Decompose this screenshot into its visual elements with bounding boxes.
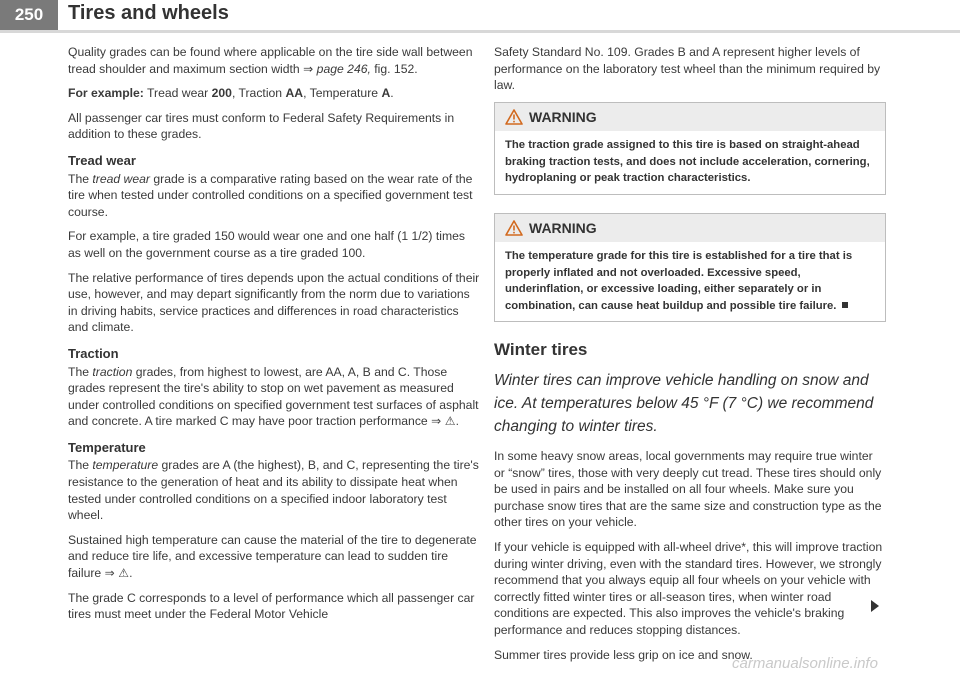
warning-triangle-icon <box>505 109 523 125</box>
warning-title: WARNING <box>529 219 597 236</box>
winter-tires-paragraph-1: In some heavy snow areas, local governments may require true winter or “snow” tires, those with very deeply cut tread. These tires should only be used in pairs and be installed on all four wheels. Make sure you purchase snow tires that are the same size and construction type as the other tires on your vehicle. <box>494 449 882 530</box>
tread-wear-heading: Tread wear <box>68 152 136 168</box>
warning-triangle-icon <box>505 220 523 236</box>
tread-wear-paragraph: The tread wear grade is a comparative rating based on the wear rate of the tire when tested under controlled conditions on a specified government test course. <box>68 171 473 219</box>
warning-header <box>495 103 885 132</box>
warning-title: WARNING <box>529 108 597 125</box>
temperature-paragraph: The temperature grades are A (the highest), B, and C, representing the tire's resistance to the generation of heat and its ability to dissipate heat when tested under controlled conditions on a specified indoor laboratory test wheel. <box>68 458 479 523</box>
left-column <box>68 44 480 631</box>
safety-standard-paragraph: Safety Standard No. 109. Grades B and A represent higher levels of performance on the laboratory test wheel than the minimum required by law. <box>494 45 881 93</box>
winter-tires-paragraph-3: Summer tires provide less grip on ice and snow. <box>494 647 753 662</box>
traction-heading: Traction <box>68 345 119 361</box>
header-rule <box>0 30 960 33</box>
right-column <box>494 44 886 671</box>
page-number: 250 <box>0 0 58 30</box>
continue-arrow-icon <box>870 600 880 612</box>
warning-text: The traction grade assigned to this tire is based on straight-ahead braking traction tests, and does not include acceleration, cornering, hydroplaning or peak traction characteristics. <box>505 139 870 185</box>
page-reference-link[interactable]: page 246, <box>316 61 371 76</box>
federal-safety-paragraph: All passenger car tires must conform to Federal Safety Requirements in addition to these grades. <box>68 110 455 142</box>
page-header <box>0 0 960 34</box>
temperature-sustained-paragraph: Sustained high temperature can cause the material of the tire to degenerate and reduce tire life, and excessive temperature can lead to sudden tire failure ⇒ ⚠. <box>68 532 477 581</box>
traction-paragraph: The traction grades, from highest to lowest, are AA, A, B and C. Those grades represent the tire's ability to stop on wet pavement as measured under controlled conditions on specified government test surfaces of asphalt and concrete. A tire marked C may have poor traction performance ⇒ ⚠. <box>68 364 479 429</box>
example-paragraph: For example: Tread wear 200, Traction AA, Temperature A. <box>68 86 394 101</box>
tread-wear-example-paragraph: For example, a tire graded 150 would wear one and one half (1 1/2) times as well on the government course as a tire graded 100. <box>68 229 465 260</box>
section-end-mark-icon <box>842 302 848 308</box>
quality-grades-paragraph: Quality grades can be found where applicable on the tire side wall between tread shoulder and maximum section width ⇒ page 246, fig. 152. <box>68 45 473 76</box>
warning-reference-link[interactable]: ⇒ ⚠. <box>431 414 460 429</box>
watermark: carmanualsonline.info <box>732 655 878 672</box>
page-reference-arrow: ⇒ <box>303 61 314 76</box>
warning-box-temperature <box>494 213 886 323</box>
winter-tires-paragraph-2: If your vehicle is equipped with all-wheel drive*, this will improve traction during winter driving, even with the standard tires. However, we strongly recommend that you always equip all four wheels on your vehicle with correctly fitted winter tires or all-season tires, when winter road conditions are expected. This also improves the vehicle's braking performance and reduces stopping distances. <box>494 540 883 637</box>
warning-reference-link[interactable]: ⇒ ⚠. <box>104 566 133 581</box>
winter-tires-heading: Winter tires <box>494 340 588 360</box>
warning-box-traction <box>494 102 886 195</box>
chapter-title: Tires and wheels <box>68 2 229 24</box>
grade-c-paragraph: The grade C corresponds to a level of performance which all passenger car tires must meet under the Federal Motor Vehicle <box>68 590 475 622</box>
tread-wear-relative-paragraph: The relative performance of tires depends upon the actual conditions of their use, however, and may depart significantly from the norm due to variations in driving habits, service practices and differences in road characteristics and climate. <box>68 270 480 335</box>
temperature-heading: Temperature <box>68 439 146 455</box>
warning-text: The temperature grade for this tire is established for a tire that is properly inflated and not overloaded. Excessive speed, underinflation, or excessive loading, either separately or in combination, can cause heat buildup and possible tire failure. <box>505 250 853 312</box>
warning-header <box>495 214 885 243</box>
winter-tires-lead: Winter tires can improve vehicle handling on snow and ice. At temperatures below 45 °F (7 °C) we recommend changing to winter tires. <box>494 372 874 436</box>
